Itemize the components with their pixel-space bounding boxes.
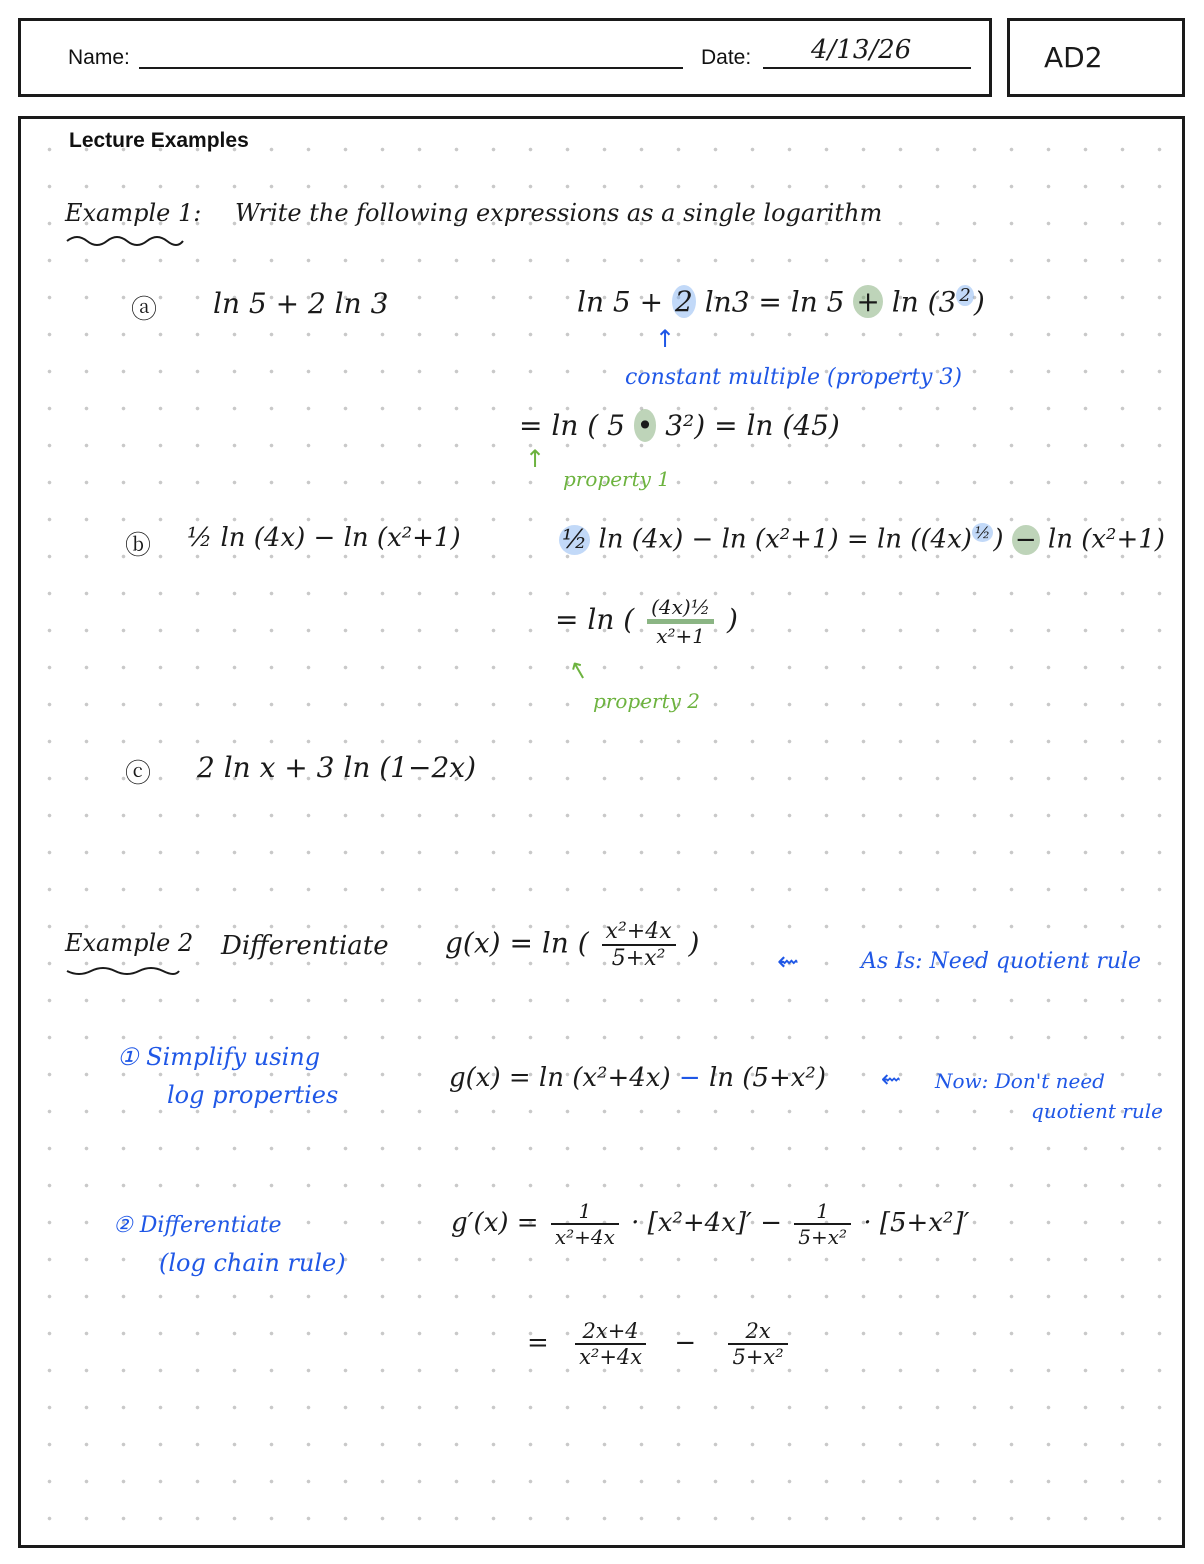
as-is-arrow-icon: ⇜ <box>777 947 799 977</box>
part-a-step1-plus: + <box>853 285 882 318</box>
result-f1-num: 2x+4 <box>582 1319 639 1343</box>
now-arrow-icon: ⇜ <box>881 1065 902 1093</box>
step1-expr-left: g(x) = ln (x²+4x) <box>449 1063 671 1093</box>
deriv-f1-num: 1 <box>578 1199 592 1223</box>
deriv-fraction-2 <box>794 1199 851 1249</box>
deriv-f2-den: 5+x² <box>794 1223 851 1249</box>
part-a-step2-dot: • <box>634 409 657 442</box>
part-b-step2-fraction <box>647 595 714 648</box>
part-a-note2: property 1 <box>563 467 671 491</box>
part-b-step2-num: (4x)½ <box>651 595 711 619</box>
step1-expr-right: ln (5+x²) <box>708 1063 826 1093</box>
part-a-step1-left: ln 5 + <box>577 285 664 319</box>
part-b-marker: ⓑ <box>125 531 152 561</box>
part-a-arrow-up-icon: ↑ <box>655 325 676 353</box>
part-b-step1-minus: − <box>1012 525 1040 555</box>
example2-heading: Example 2 <box>65 929 194 957</box>
deriv-mid1: · [x²+4x]′ − <box>631 1208 782 1238</box>
part-b-problem: ½ ln (4x) − ln (x²+1) <box>187 523 461 553</box>
part-b-step1-end: ln (x²+1) <box>1047 524 1165 555</box>
deriv-fraction-1 <box>551 1199 619 1249</box>
part-b-step1-exp: ½ <box>972 523 994 542</box>
part-a-step1-end: ) <box>973 285 985 319</box>
part-b-step2 <box>555 595 738 648</box>
name-field[interactable] <box>139 67 683 69</box>
step1-label-line2: log properties <box>167 1081 339 1109</box>
example1-heading: Example 1: <box>65 199 202 227</box>
deriv-f1-den: x²+4x <box>551 1223 619 1249</box>
result-fraction-2 <box>728 1319 787 1369</box>
derivative-expression <box>451 1199 969 1249</box>
code-value: AD2 <box>1044 41 1103 74</box>
worksheet-area <box>18 116 1185 1548</box>
part-a-step1-right: ln (3 <box>891 285 957 319</box>
example1-prompt: Write the following expressions as a single logarithm <box>235 199 883 227</box>
date-value: 4/13/26 <box>811 35 912 65</box>
part-b-step2-suffix: ) <box>727 603 738 636</box>
part-c-marker: ⓒ <box>125 759 152 789</box>
part-b-step1-rest: ln (4x) − ln (x²+1) = ln ((4x) <box>598 524 972 555</box>
part-b-step1 <box>559 523 1165 555</box>
part-a-note1: constant multiple (property 3) <box>625 365 962 390</box>
part-b-step1-coef: ½ <box>559 525 590 555</box>
deriv-prefix: g′(x) = <box>451 1208 539 1238</box>
example1-underline <box>65 233 185 247</box>
example2-prompt: Differentiate <box>221 931 389 961</box>
example2-g-suffix: ) <box>688 926 700 960</box>
note-now-line1: Now: Don't need <box>935 1069 1105 1093</box>
part-a-step2-close: 3²) = ln (45) <box>665 409 840 442</box>
part-a-step1-mid: ln3 = ln 5 <box>704 285 845 319</box>
result-eq: = <box>527 1328 549 1358</box>
section-title: Lecture Examples <box>69 129 249 152</box>
deriv-mid2: · [5+x²]′ <box>863 1208 970 1238</box>
result-f2-num: 2x <box>745 1319 771 1343</box>
example2-g-den: 5+x² <box>602 944 676 971</box>
part-b-step1-close: ) <box>993 524 1004 555</box>
part-a-step1-coef: 2 <box>672 285 696 318</box>
part-b-note: property 2 <box>593 689 701 713</box>
property1-arrow-icon: ↑ <box>525 445 546 473</box>
step1-label-line1: ① Simplify using <box>117 1043 321 1071</box>
example2-underline <box>65 965 181 979</box>
part-a-marker: ⓐ <box>131 295 158 325</box>
header-box <box>18 18 992 97</box>
part-b-step2-den: x²+1 <box>647 619 714 648</box>
property2-arrow-icon: ↑ <box>563 653 595 689</box>
result-f2-den: 5+x² <box>728 1343 787 1369</box>
example2-g-num: x²+4x <box>605 919 672 944</box>
example2-function <box>445 919 699 971</box>
part-b-step2-prefix: = ln ( <box>555 603 635 636</box>
result-minus: − <box>674 1328 697 1358</box>
part-a-problem: ln 5 + 2 ln 3 <box>213 287 389 320</box>
note-now-line2: quotient rule <box>1031 1099 1163 1123</box>
code-box <box>1007 18 1185 97</box>
step1-expression <box>449 1063 826 1093</box>
name-label: Name: <box>68 46 130 69</box>
example2-g-fraction <box>602 919 676 971</box>
part-a-step1 <box>577 285 985 318</box>
step1-minus: − <box>678 1063 701 1093</box>
part-c-problem: 2 ln x + 3 ln (1−2x) <box>197 751 476 784</box>
result-fraction-1 <box>575 1319 646 1369</box>
example2-note-as-is: As Is: Need quotient rule <box>861 949 1142 974</box>
example2-g-prefix: g(x) = ln ( <box>445 926 589 960</box>
date-field[interactable] <box>763 67 971 69</box>
deriv-f2-num: 1 <box>816 1199 830 1223</box>
derivative-result <box>527 1319 792 1369</box>
part-a-step2 <box>519 409 840 442</box>
step2-label-line2: (log chain rule) <box>159 1249 346 1277</box>
part-a-step2-open: = ln ( 5 <box>519 409 625 442</box>
date-label: Date: <box>701 46 752 69</box>
step2-label-line1: ② Differentiate <box>113 1213 282 1238</box>
result-f1-den: x²+4x <box>575 1343 646 1369</box>
part-a-step1-exp: 2 <box>956 285 973 306</box>
